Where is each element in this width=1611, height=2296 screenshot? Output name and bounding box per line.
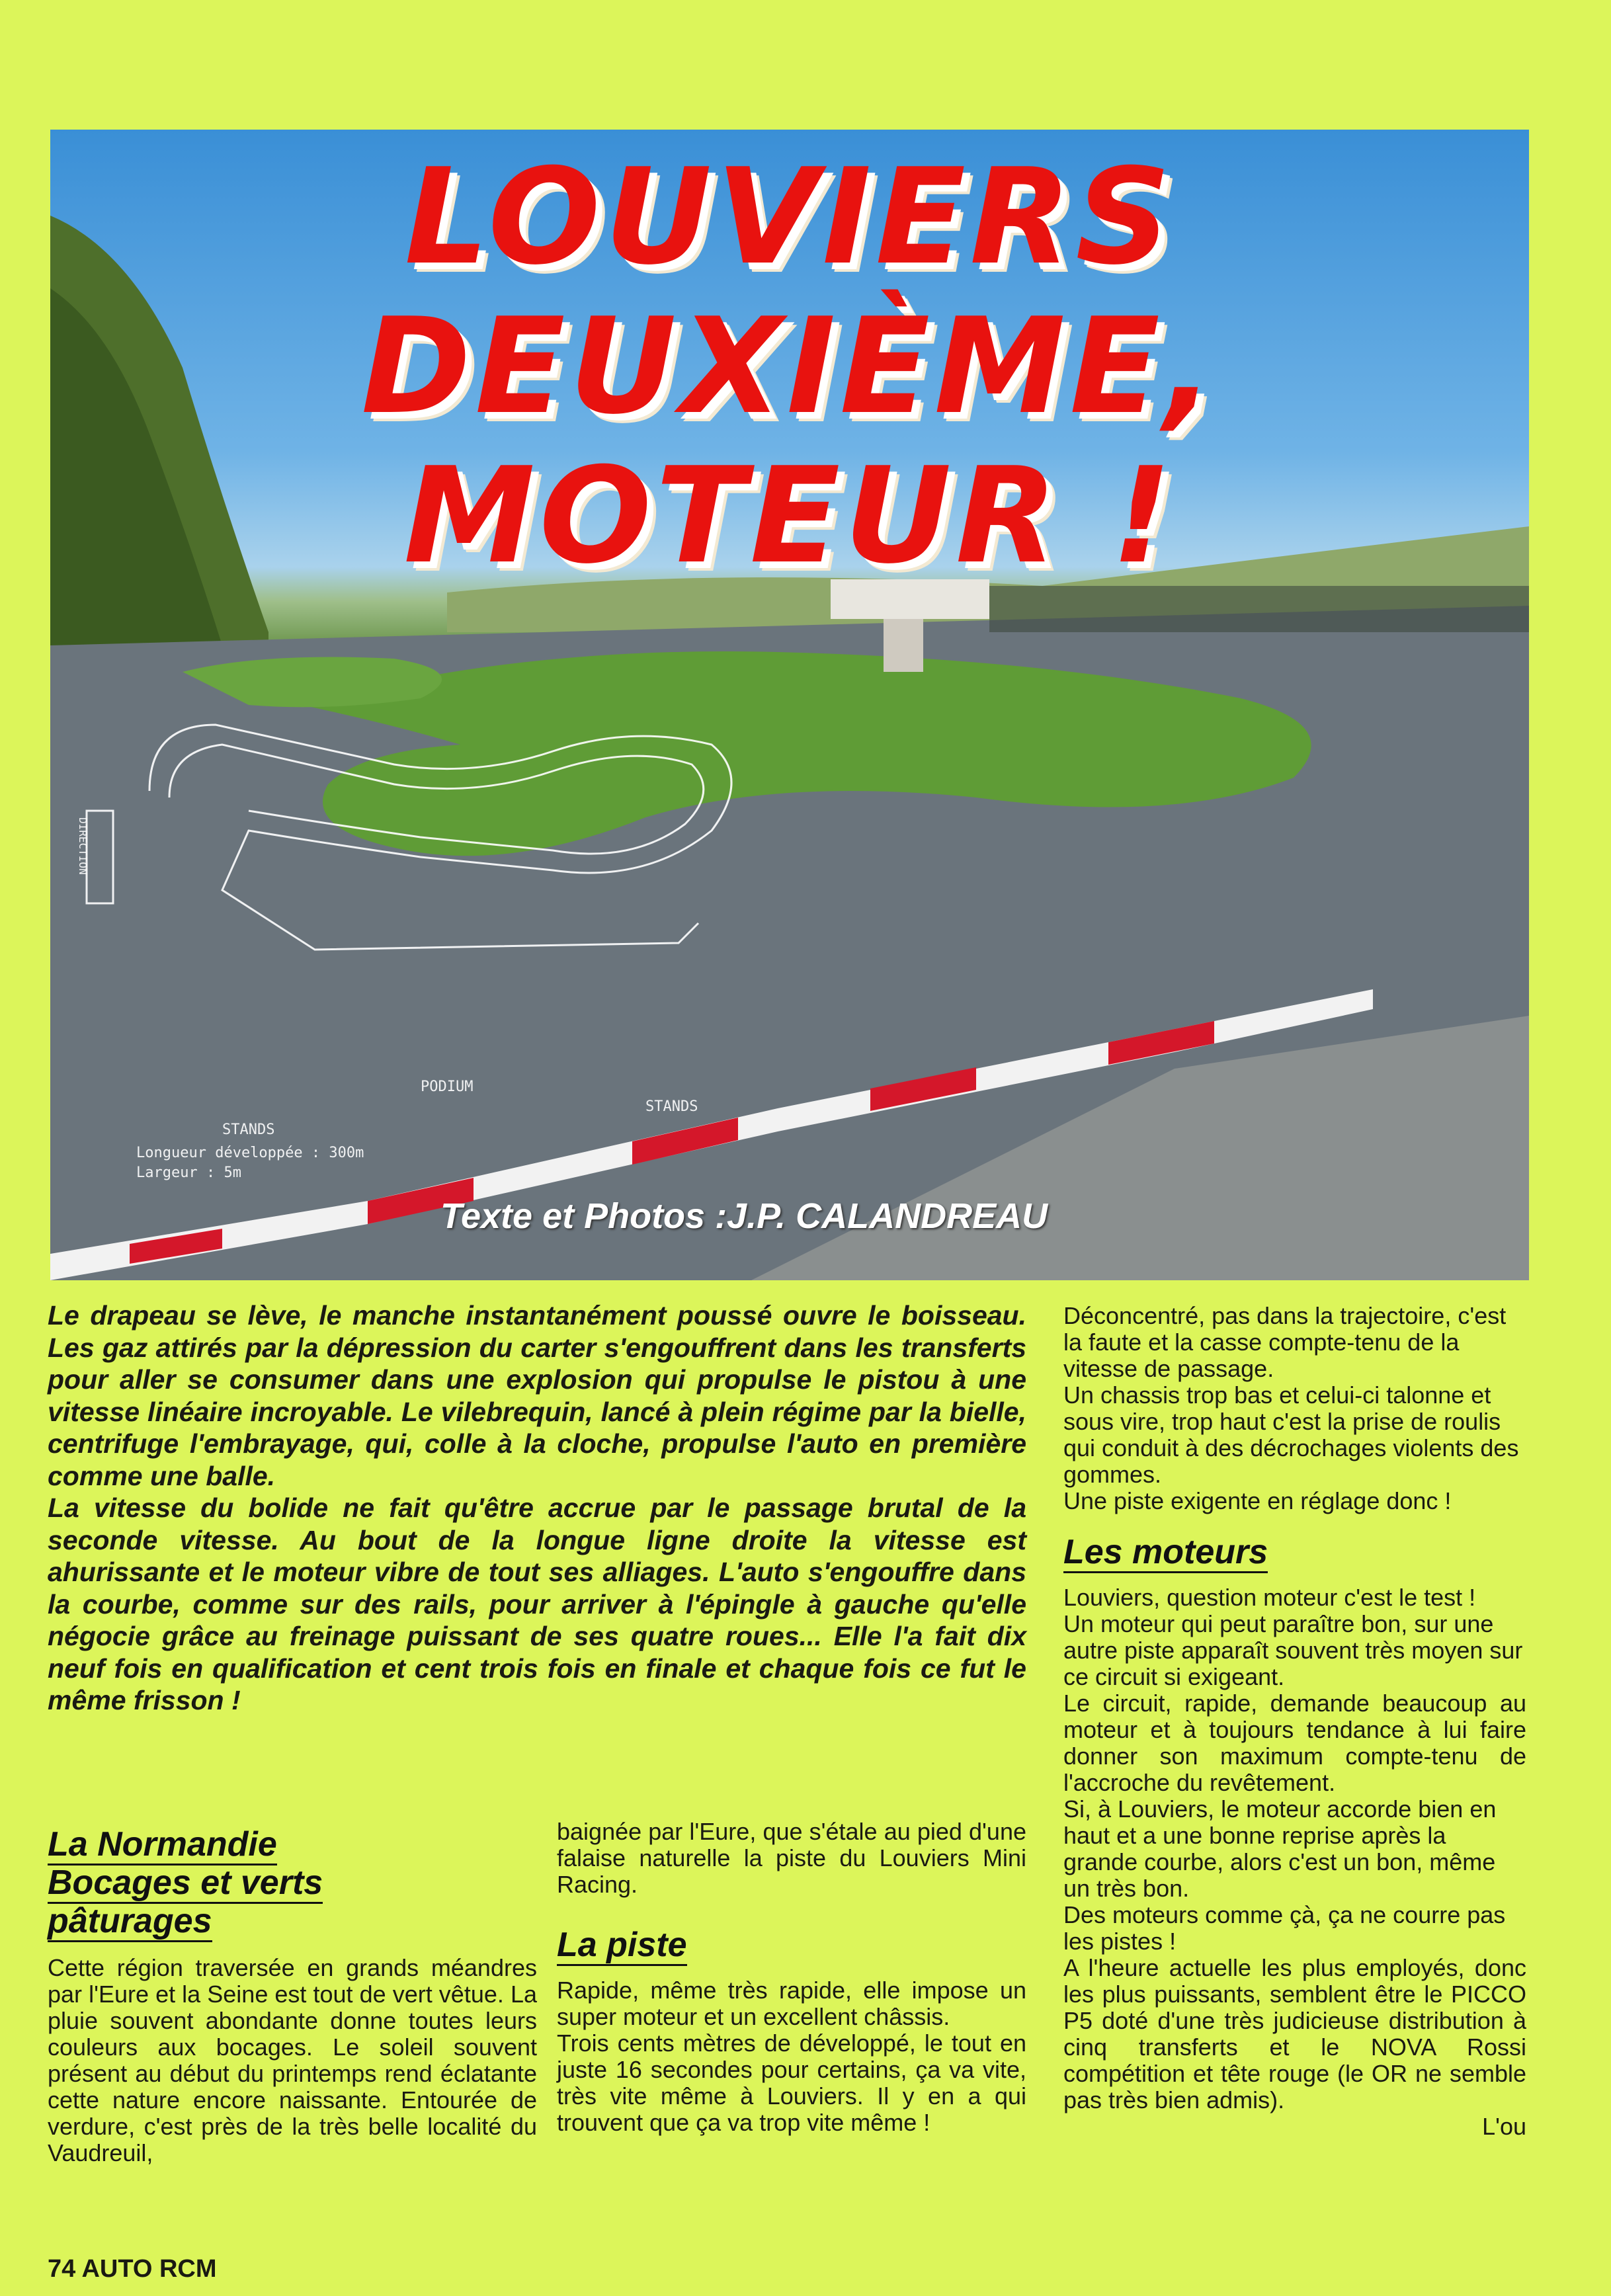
- map-label-largeur: Largeur : 5m: [136, 1165, 241, 1181]
- hero-photo: [50, 130, 1529, 1280]
- headline-line2: DEUXIÈME,: [361, 290, 1218, 444]
- piste-paragraph-1: Rapide, même très rapide, elle impose un super moteur et un excellent châssis.: [557, 1977, 1026, 2030]
- col3-paragraph-1: Déconcentré, pas dans la trajectoire, c'est la faute et la casse compte-tenu de la vitesse de passage.: [1063, 1302, 1507, 1382]
- page-folio: [48, 2255, 217, 2283]
- col3-continued: L'ou: [1482, 2113, 1526, 2140]
- map-label-direction: DIRECTION: [77, 817, 89, 875]
- heading-normandie-line2: Bocages et verts: [48, 1864, 323, 1904]
- heading-piste: La piste: [557, 1926, 687, 1966]
- piste-paragraph-2: Trois cents mètres de développé, le tout en juste 16 secondes pour certains, ça va vite, très vite même à Louviers. Il y en a qui trouvent que ça va trop vite même !: [557, 2030, 1026, 2136]
- intro-paragraph-1: Le drapeau se lève, le manche instantanément poussé ouvre le boisseau. Les gaz attirés par la dépression du carter s'engouffrent dans les transferts pour aller se consumer dans une explosion qui propulse le pistou à une vitesse linéaire incroyable. Le vilebrequin, lancé à plein régime par la bielle, centrifuge l'embrayage, qui, colle à la cloche, propulse l'auto en première comme une balle.: [48, 1300, 1026, 1491]
- map-label-longueur: Longueur développée : 300m: [136, 1145, 364, 1161]
- section-heading-piste: [557, 1926, 1026, 1964]
- magazine-name: AUTO RCM: [81, 2255, 217, 2283]
- col3-paragraph-6: Le circuit, rapide, demande beaucoup au moteur et à toujours tendance à lui faire donner son maximum compte-tenu de l'accroche du revêtement.: [1063, 1690, 1526, 1796]
- intro-paragraphs: [48, 1299, 1026, 1717]
- photo-credit: Texte et Photos :J.P. CALANDREAU: [440, 1196, 1048, 1236]
- intro-paragraph-2: La vitesse du bolide ne fait qu'être accrue par le passage brutal de la seconde vitesse. Au bout de la longue ligne droite la vitesse est ahurissante et le moteur vibre de tout ses alliages. L'auto s'engouffre dans la courbe, comme sur des rails, pour arriver à l'épingle à gauche qu'elle négocie grâce au freinage puissant de ses quatre roues... Elle l'a fait dix neuf fois en qualification et cent trois fois en finale et chaque fois ce fut le même frisson !: [48, 1493, 1026, 1715]
- col3-paragraph-2: Un chassis trop bas et celui-ci talonne et sous vire, trop haut c'est la prise de roulis qui conduit à des décrochages violents des gommes.: [1063, 1381, 1519, 1488]
- col3-paragraph-3: Une piste exigente en réglage donc !: [1063, 1487, 1452, 1514]
- col3-paragraph-5: Un moteur qui peut paraître bon, sur une autre piste apparaît souvent très moyen sur ce circuit si exigeant.: [1063, 1610, 1523, 1690]
- col3-paragraph-9: A l'heure actuelle les plus employés, donc les plus puissants, semblent être le PICCO P5 doté d'une très judicieuse distribution à cinq transferts et le NOVA Rossi compétition et tête rouge (le OR ne semble pas très bien admis).: [1063, 1954, 1526, 2113]
- col3-paragraph-4: Louviers, question moteur c'est le test !: [1063, 1584, 1476, 1611]
- heading-normandie-line1: La Normandie: [48, 1825, 277, 1866]
- col3-paragraph-7: Si, à Louviers, le moteur accorde bien en haut et a une bonne reprise après la grande courbe, alors c'est un bon, même un très bon.: [1063, 1795, 1497, 1902]
- map-label-stands-left: STANDS: [222, 1122, 275, 1138]
- section-heading-moteurs: [1063, 1533, 1526, 1571]
- heading-moteurs: Les moteurs: [1063, 1533, 1268, 1573]
- page-number: 74: [48, 2255, 76, 2283]
- normandie-text: Cette région traversée en grands méandres par l'Eure et la Seine est tout de vert vêtue. La pluie souvent abondante donne toutes leurs couleurs aux bocages. Le soleil souvent présent au début du printemps rend éclatante cette nature encore naissante. Entourée de verdure, c'est près de la très belle localité du Vaudreuil,: [48, 1954, 537, 2166]
- headline-line1: LOUVIERS: [404, 140, 1175, 294]
- headline: [50, 140, 1529, 593]
- headline-line3: MOTEUR !: [403, 439, 1176, 593]
- col3-paragraph-8: Des moteurs comme çà, ça ne courre pas les pistes !: [1063, 1901, 1506, 1955]
- heading-normandie-line3: pâturages: [48, 1902, 212, 1942]
- piste-intro-text: baignée par l'Eure, que s'étale au pied d'une falaise naturelle la piste du Louviers Mini Racing.: [557, 1818, 1026, 1898]
- column-1: [48, 1825, 537, 2166]
- map-label-podium: PODIUM: [421, 1079, 474, 1095]
- section-heading-normandie: [48, 1825, 537, 1940]
- column-3: [1063, 1303, 1526, 2140]
- map-label-stands-right: STANDS: [645, 1098, 698, 1115]
- column-2: [557, 1819, 1026, 2136]
